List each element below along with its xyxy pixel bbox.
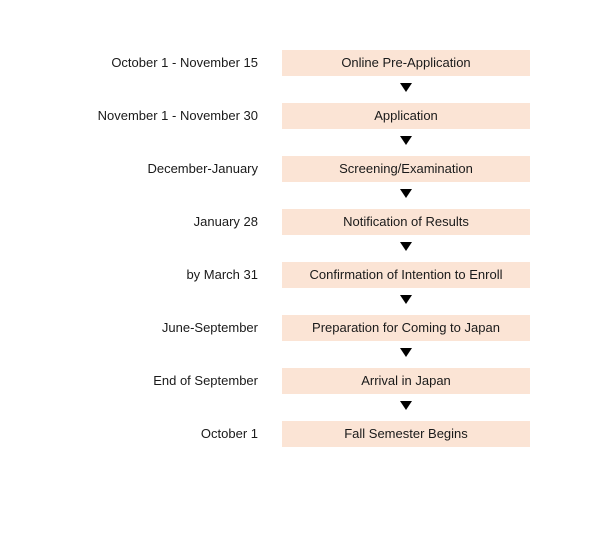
step-date: End of September <box>153 373 258 388</box>
step-box: Confirmation of Intention to Enroll <box>282 262 530 288</box>
schedule-row <box>0 315 600 341</box>
down-arrow-icon <box>400 348 412 357</box>
step-box: Application <box>282 103 530 129</box>
step-box: Preparation for Coming to Japan <box>282 315 530 341</box>
schedule-row <box>0 262 600 288</box>
schedule-row <box>0 368 600 394</box>
step-date: October 1 - November 15 <box>111 55 258 70</box>
step-box: Arrival in Japan <box>282 368 530 394</box>
step-box: Screening/Examination <box>282 156 530 182</box>
schedule-row <box>0 421 600 447</box>
schedule-row <box>0 209 600 235</box>
down-arrow-icon <box>400 401 412 410</box>
step-box: Online Pre-Application <box>282 50 530 76</box>
schedule-row <box>0 156 600 182</box>
down-arrow-icon <box>400 242 412 251</box>
down-arrow-icon <box>400 189 412 198</box>
step-date: October 1 <box>200 426 258 441</box>
schedule-row <box>0 50 600 76</box>
down-arrow-icon <box>400 83 412 92</box>
step-date: June-September <box>161 320 258 335</box>
down-arrow-icon <box>400 295 412 304</box>
step-date: December-January <box>147 161 258 176</box>
down-arrow-icon <box>400 136 412 145</box>
step-date: by March 31 <box>186 267 258 282</box>
step-box: Notification of Results <box>282 209 530 235</box>
step-date: January 28 <box>193 214 258 229</box>
step-date: November 1 - November 30 <box>97 108 258 123</box>
step-box: Fall Semester Begins <box>282 421 530 447</box>
schedule-row <box>0 103 600 129</box>
